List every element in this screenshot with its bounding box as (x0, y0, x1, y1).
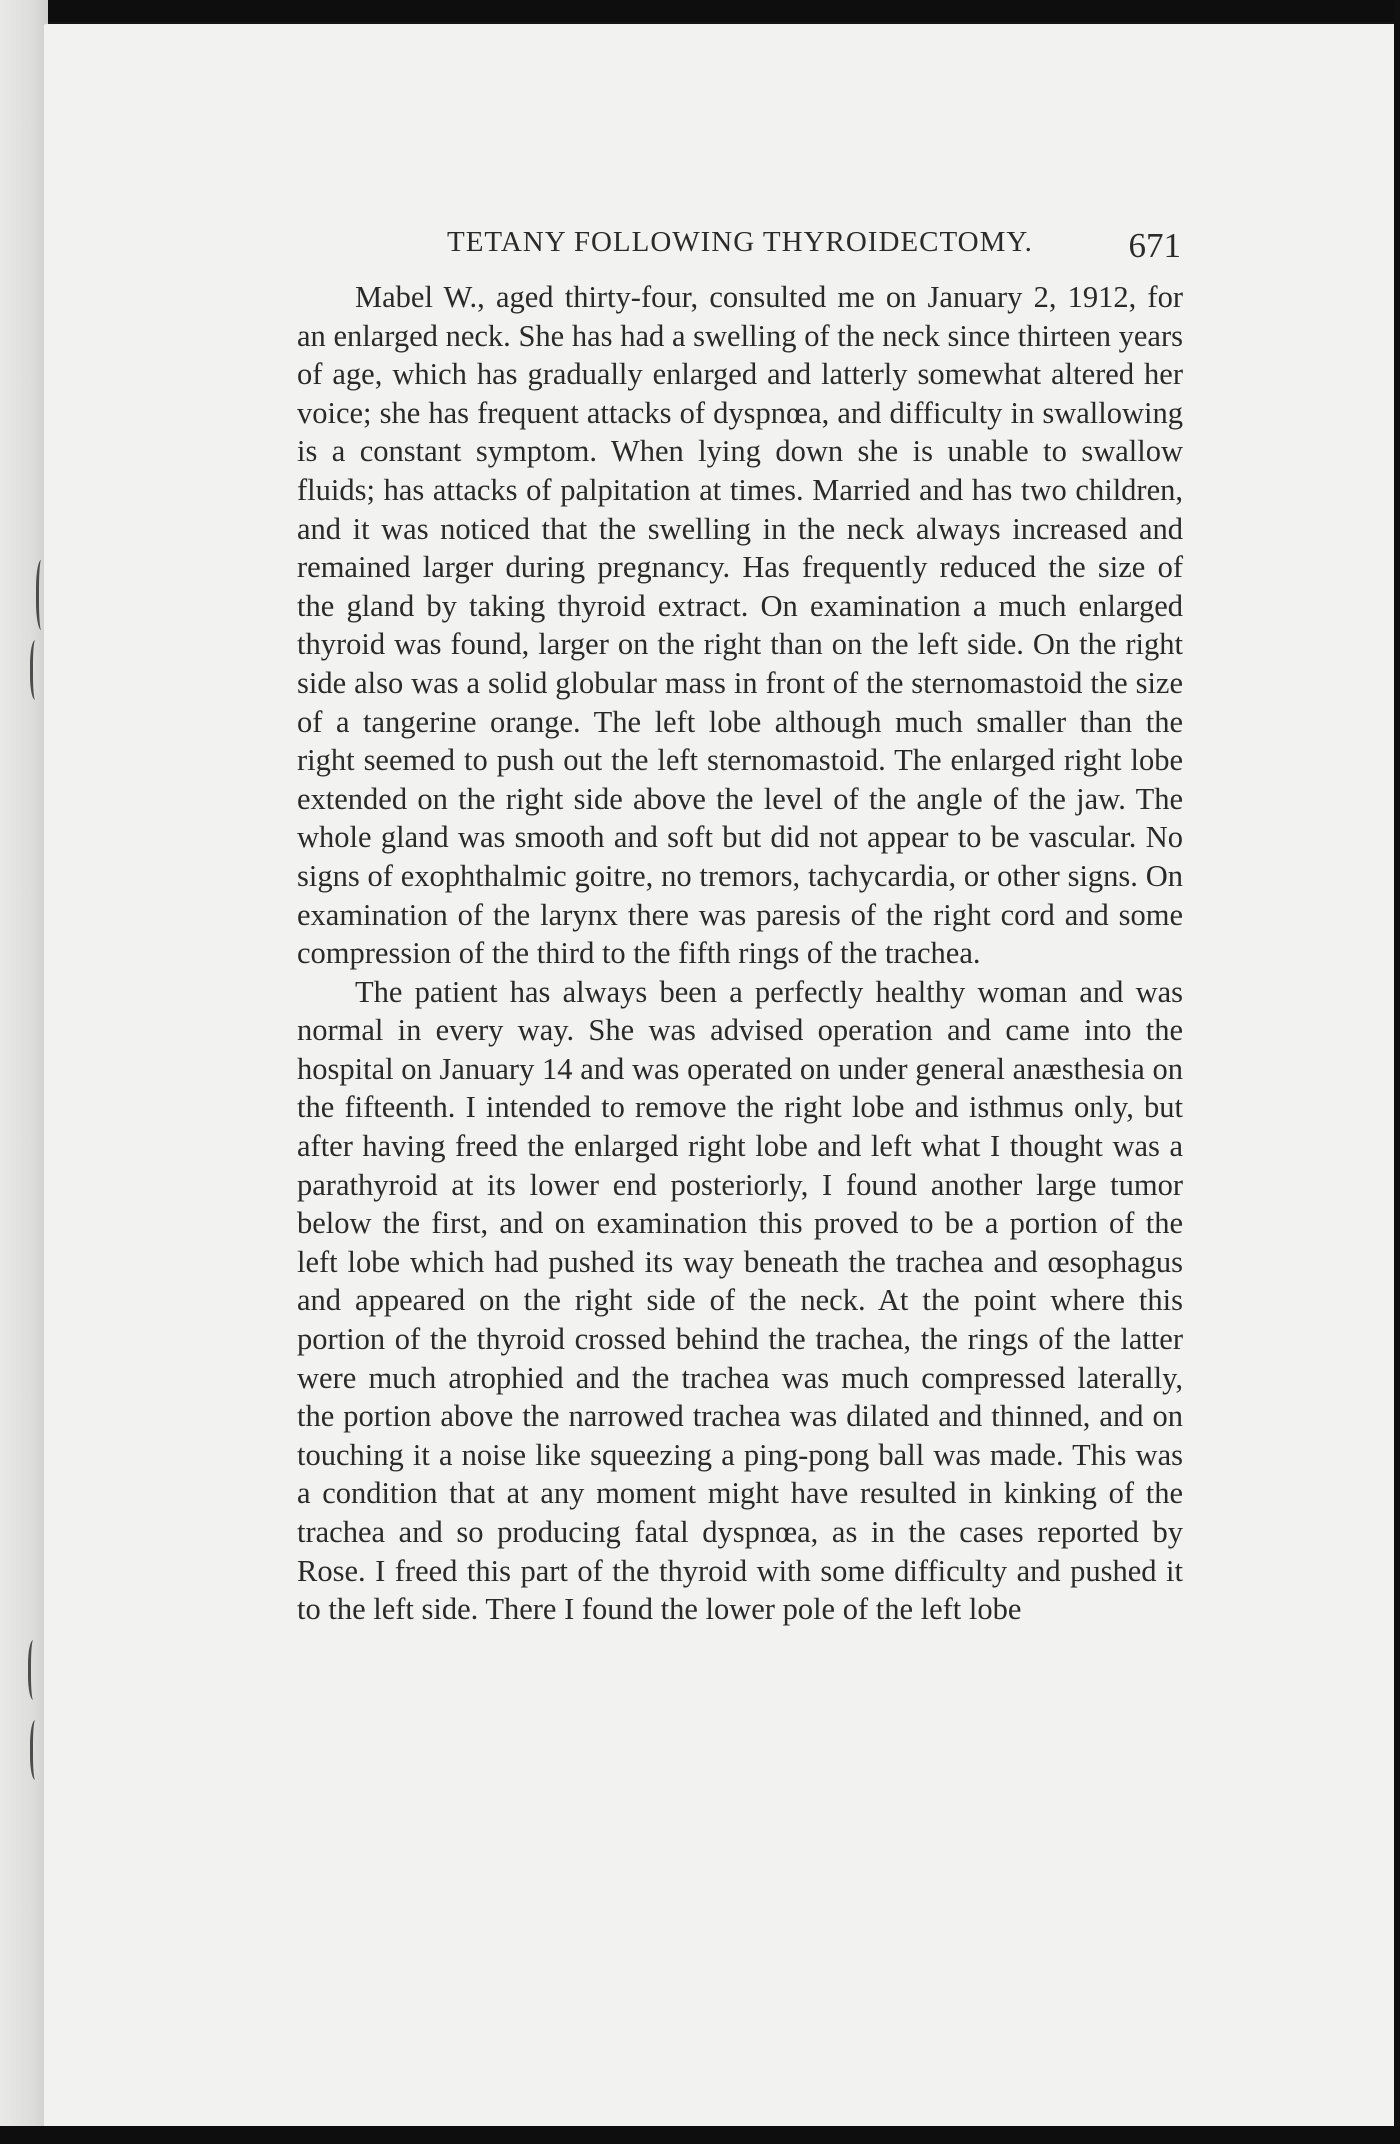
binding-thread-mark (36, 560, 49, 630)
scan-right-border (1394, 0, 1400, 2144)
running-head: TETANY FOLLOWING THYROIDECTOMY. (447, 226, 1033, 258)
binding-thread-mark (30, 1720, 43, 1780)
page-binding-edge (0, 0, 48, 2144)
scan-top-border (0, 0, 1400, 22)
paragraph: Mabel W., aged thirty-four, consulted me on January 2, 1912, for an enlarged neck. She has had a swelling of the neck since thirteen years of age, which has gradually enlarged and latterly somewhat altered her voice; she has frequent attacks of dyspnœa, and difficulty in swallowing is a constant symptom. When lying down she is unable to swallow fluids; has attacks of palpitation at times. Married and has two children, and it was noticed that the swelling in the neck always increased and remained larger during pregnancy. Has frequently reduced the size of the gland by taking thyroid extract. On examination a much enlarged thyroid was found, larger on the right than on the left side. On the right side also was a solid globular mass in front of the sternomastoid the size of a tangerine orange. The left lobe although much smaller than the right seemed to push out the left sternomastoid. The enlarged right lobe extended on the right side above the level of the angle of the jaw. The whole gland was smooth and soft but did not appear to be vascular. No signs of exophthalmic goitre, no tremors, tachycardia, or other signs. On examination of the larynx there was paresis of the right cord and some compression of the third to the fifth rings of the trachea. (297, 280, 1183, 971)
page-header (297, 226, 1183, 266)
binding-thread-mark (30, 640, 43, 700)
body-text (297, 278, 1183, 1629)
page-number: 671 (1128, 226, 1181, 265)
paragraph: The patient has always been a perfectly healthy woman and was normal in every way. She was advised operation and came into the hospital on January 14 and was operated on under general anæsthesia on the fifteenth. I intended to remove the right lobe and isthmus only, but after having freed the enlarged right lobe and left what I thought was a parathyroid at its lower end posteriorly, I found another large tumor below the first, and on examination this proved to be a portion of the left lobe which had pushed its way beneath the trachea and œsophagus and appeared on the right side of the neck. At the point where this portion of the thyroid crossed behind the trachea, the rings of the latter were much atrophied and the trachea was much compressed laterally, the portion above the narrowed trachea was dilated and thinned, and on touching it a noise like squeezing a ping-pong ball was made. This was a condition that at any moment might have resulted in kinking of the trachea and so producing fatal dyspnœa, as in the cases reported by Rose. I freed this part of the thyroid with some difficulty and pushed it to the left side. There I found the lower pole of the left lobe (297, 974, 1183, 1627)
scan-bottom-border (0, 2126, 1400, 2144)
binding-thread-mark (28, 1640, 41, 1700)
